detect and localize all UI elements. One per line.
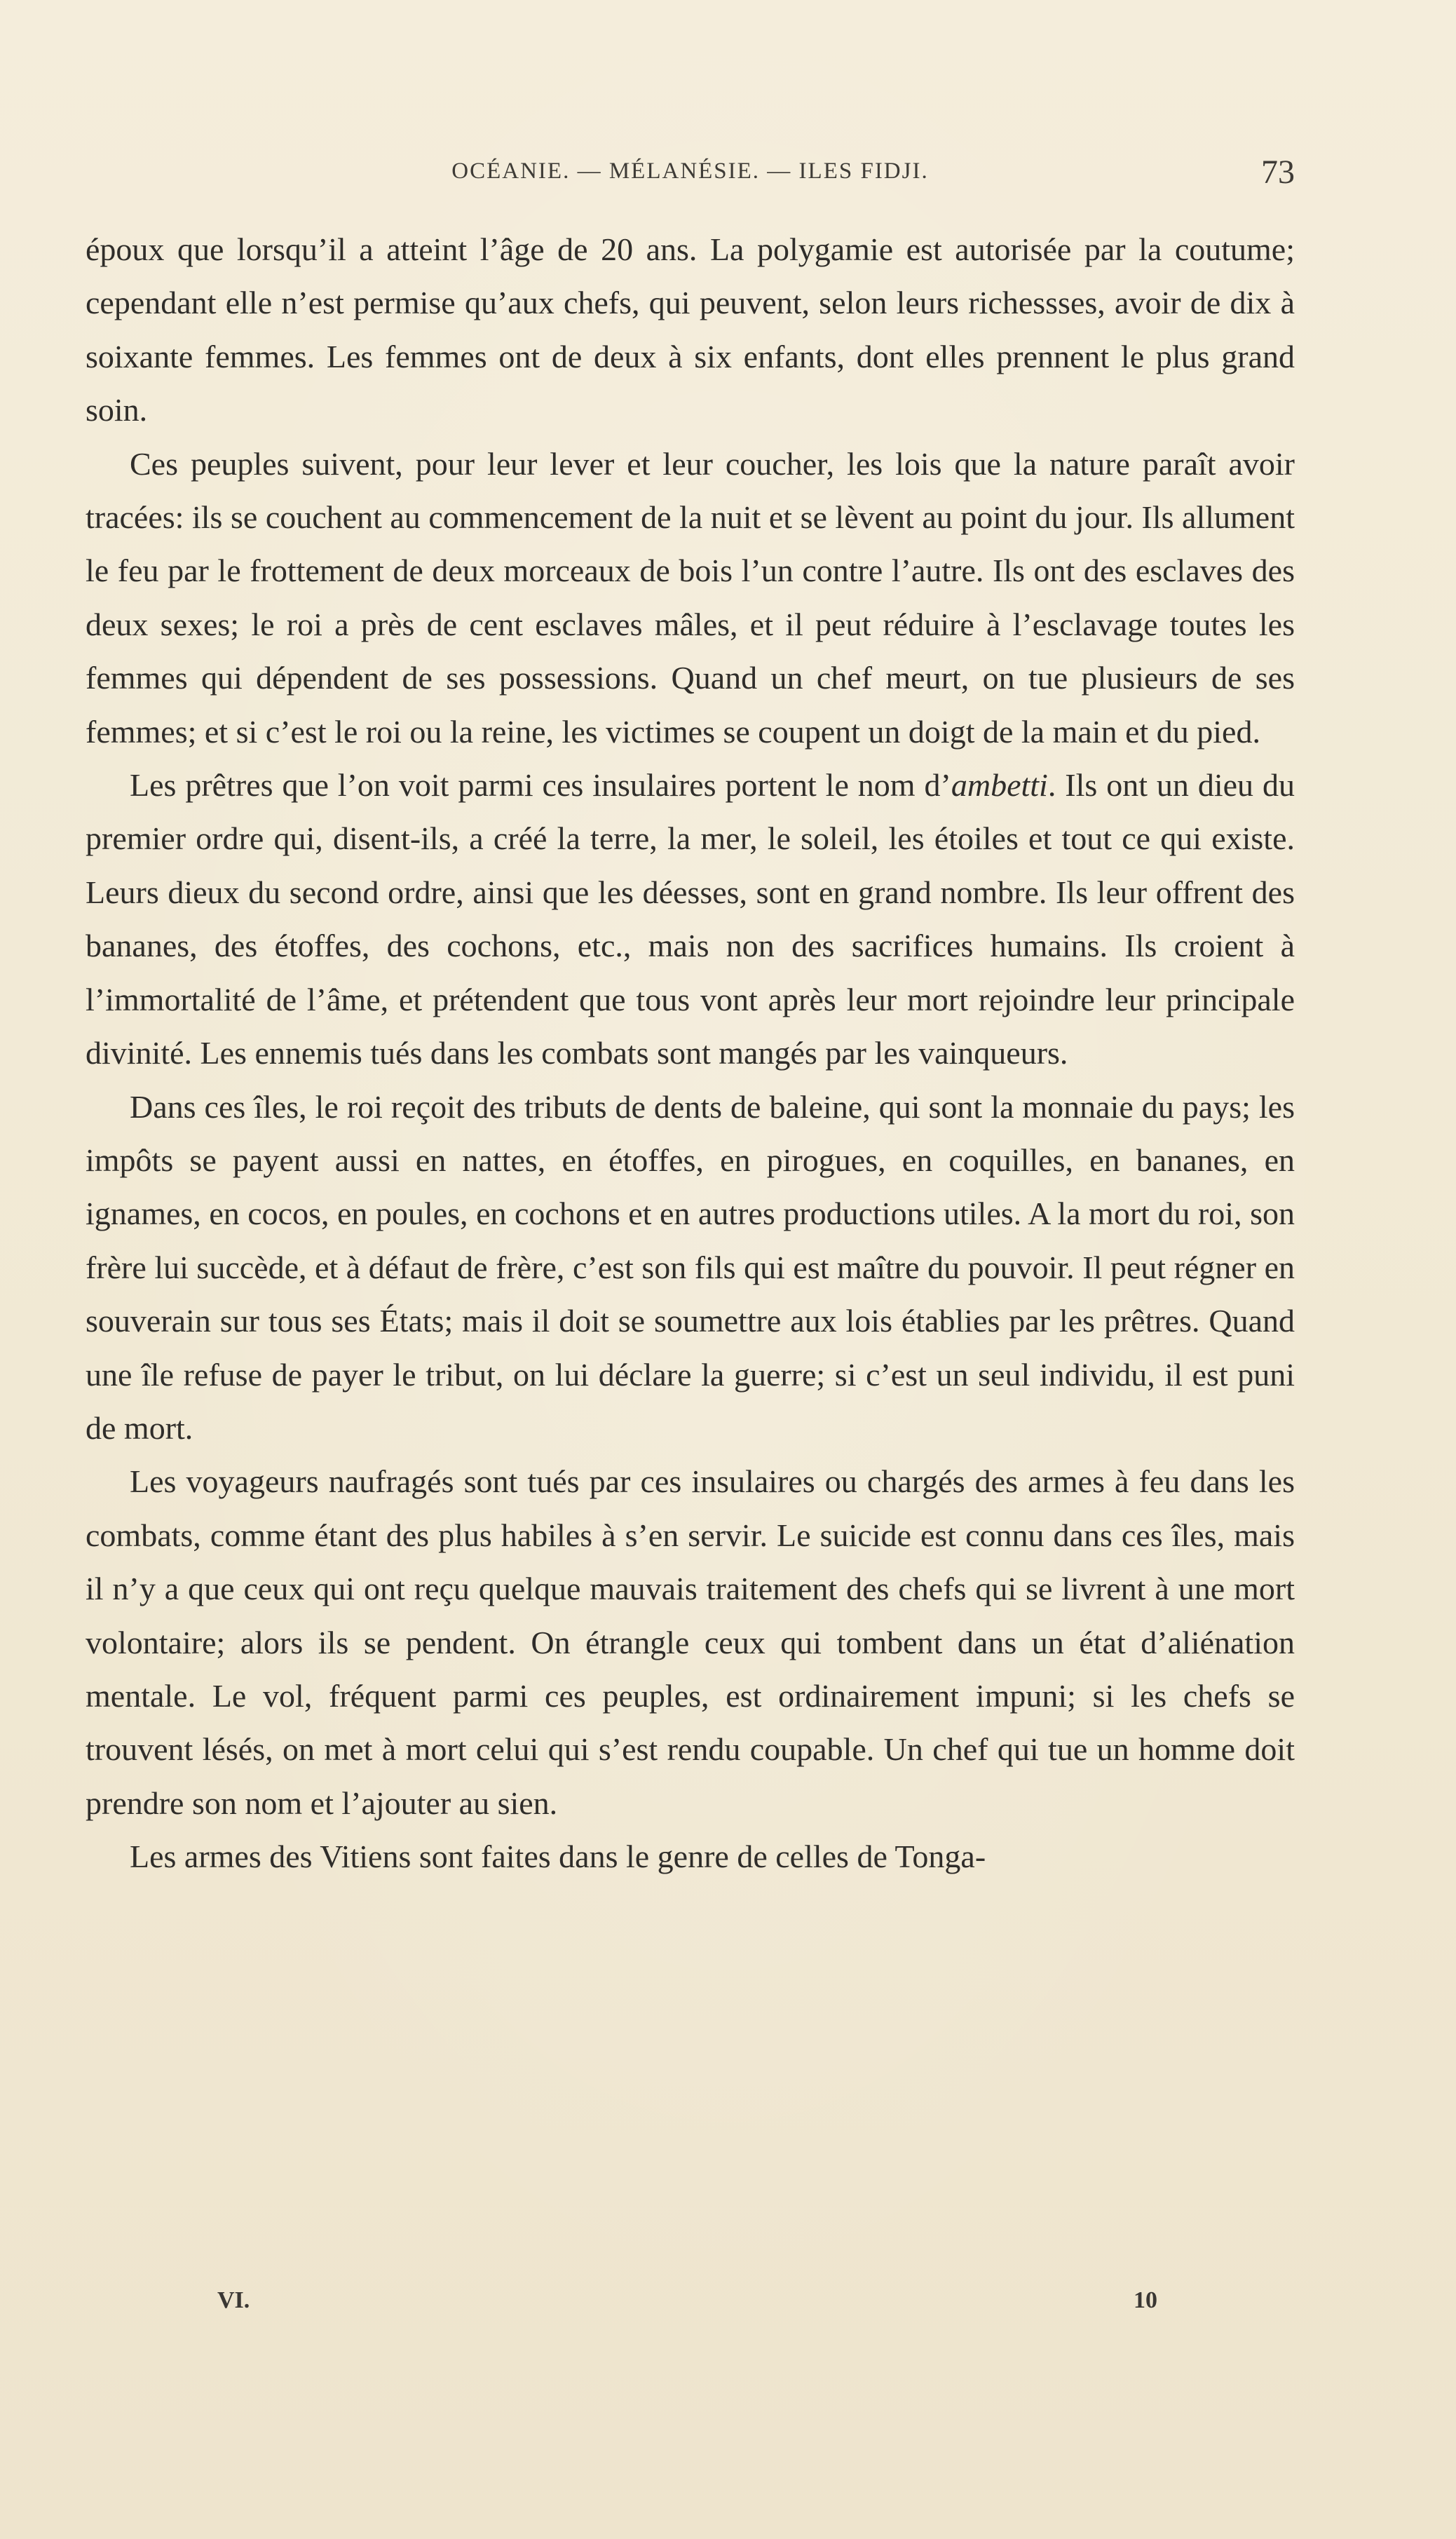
signature-mark: VI.: [217, 2287, 250, 2313]
paragraph-4: Dans ces îles, le roi reçoit des tributs de dents de baleine, qui sont la monnaie du pays; les impôts se payent aussi en nattes, en étoffes, en pirogues, en coquilles, en bananes, en ignames, en cocos, en poules, en cochons et en autres productions utiles. A la mort du roi, son frère lui succède, et à défaut de frère, c’est son fils qui est maître du pouvoir. Il peut régner en souverain sur tous ses États; mais il doit se soumettre aux lois établies par les prêtres. Quand une île refuse de payer le tribut, on lui déclare la guerre; si c’est un seul individu, il est puni de mort.: [86, 1088, 1295, 1446]
paragraph-5: Les voyageurs naufragés sont tués par ces insulaires ou chargés des armes à feu dans les combats, comme étant des plus habiles à s’en servir. Le suicide est connu dans ces îles, mais il n’y a que ceux qui ont reçu quelque mauvais traitement des chefs qui se livrent à une mort volontaire; alors ils se pendent. On étrangle ceux qui tombent dans un état d’aliénation mentale. Le vol, fréquent parmi ces peuples, est ordinairement impuni; si les chefs se trouvent lésés, on met à mort celui qui s’est rendu coupable. Un chef qui tue un homme doit prendre son nom et l’ajouter au sien.: [86, 1463, 1295, 1821]
paragraph-3-text-before: Les prêtres que l’on voit parmi ces insulaires portent le nom d’: [130, 767, 951, 804]
paragraph-3: [86, 759, 1295, 1080]
paragraph-6: Les armes des Vitiens sont faites dans le genre de celles de Tonga-: [130, 1839, 986, 1875]
paragraph-1: époux que lorsqu’il a atteint l’âge de 20 ans. La polygamie est autorisée par la coutume; cependant elle n’est permise qu’aux chefs, qui peuvent, selon leurs richessses, avoir de dix à soixante femmes. Les femmes ont de deux à six enfants, dont elles prennent le plus grand soin.: [86, 231, 1295, 428]
body-text: [86, 223, 1295, 1884]
page-footer: [86, 2287, 1295, 2329]
paragraph-3-text-after: . Ils ont un dieu du premier ordre qui, disent-ils, a créé la terre, la mer, le soleil, les étoiles et tout ce qui existe. Leurs dieux du second ordre, ainsi que les déesses, sont en grand nombre. Ils leur offrent des bananes, des étoffes, des cochons, etc., mais non des sacrifices humains. Ils croient à l’immortalité de l’âme, et prétendent que tous vont après leur mort rejoindre leur principale divinité. Les ennemis tués dans les combats sont mangés par les vainqueurs.: [86, 767, 1295, 1071]
paragraph-2: Ces peuples suivent, pour leur lever et leur coucher, les lois que la nature paraît avoir tracées: ils se couchent au commencement de la nuit et se lèvent au point du jour. Ils allument le feu par le frottement de deux morceaux de bois l’un contre l’autre. Ils ont des esclaves des deux sexes; le roi a près de cent esclaves mâles, et il peut réduire à l’esclavage toutes les femmes qui dépendent de ses possessions. Quand un chef meurt, on tue plusieurs de ses femmes; et si c’est le roi ou la reine, les victimes se coupent un doigt de la main et du pied.: [86, 445, 1295, 750]
italic-term-ambetti: ambetti: [951, 767, 1048, 804]
sheet-number: 10: [1134, 2287, 1157, 2313]
page-header: [86, 153, 1295, 195]
page-number: 73: [1261, 154, 1295, 191]
running-head: OCÉANIE. — MÉLANÉSIE. — ILES FIDJI.: [451, 158, 929, 184]
